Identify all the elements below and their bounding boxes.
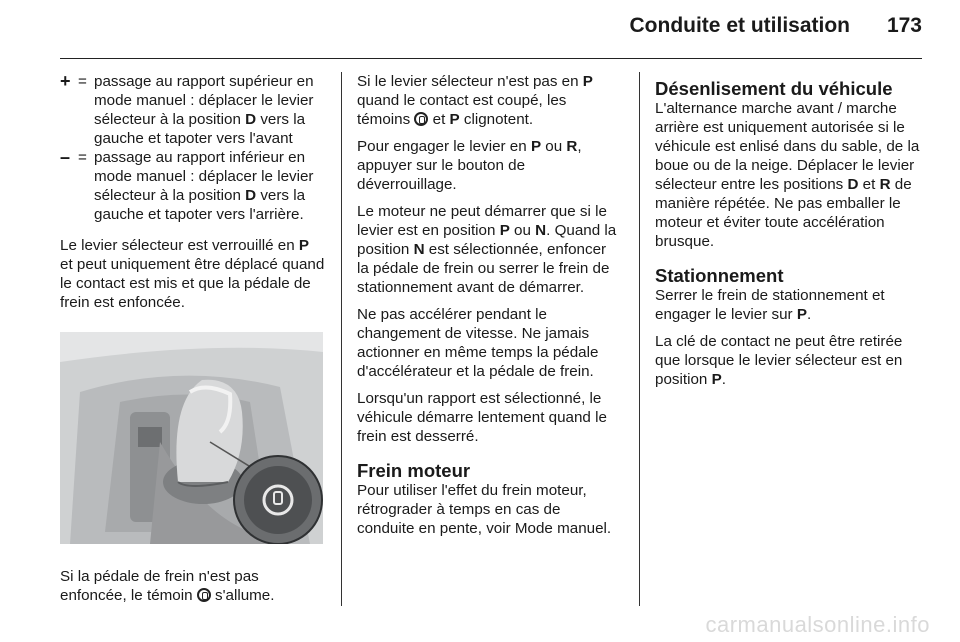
selector-lock-paragraph: Le levier sélecteur est verrouillé en P et peut uniquement être déplacé quand le contact est mis et que la pédale de frein est enfoncée. <box>60 237 325 311</box>
parking-heading: Stationnement <box>655 265 784 286</box>
page-number: 173 <box>886 14 922 37</box>
column-3 <box>655 72 922 397</box>
ignition-off-paragraph: Si le levier sélecteur n'est pas en P quand le contact est coupé, les témoins et P clignotent. <box>357 73 593 128</box>
brake-warning-icon <box>414 112 428 126</box>
engine-brake-heading: Frein moteur <box>357 460 471 481</box>
column-divider-1 <box>341 72 342 606</box>
watermark: carmanualsonline.info <box>705 612 930 637</box>
key-removal-paragraph: La clé de contact ne peut être retirée que lorsque le levier sélecteur est en position P. <box>655 333 903 388</box>
minus-symbol: – <box>60 147 71 167</box>
rocking-heading: Désenlisement du véhicule <box>655 78 893 99</box>
column-divider-2 <box>639 72 640 606</box>
engine-start-paragraph: Le moteur ne peut démarrer que si le levier est en position P ou N. Quand la position N est sélectionnée, enfoncer la pédale de frein ou serrer le frein de stationnement avant de démarrer. <box>357 203 617 296</box>
gear-selector-illustration <box>60 332 323 544</box>
brake-warning-paragraph: Si la pédale de frein n'est pas enfoncée, le témoin s'allume. <box>60 568 275 604</box>
header-rule <box>60 58 922 59</box>
column-1 <box>60 72 325 613</box>
equals-sign: = <box>78 73 87 90</box>
upshift-definition <box>60 72 325 148</box>
engine-brake-paragraph: Pour utiliser l'effet du frein moteur, rétrograder à temps en cas de conduite en pente, voir Mode manuel. <box>357 482 612 537</box>
engage-lever-paragraph: Pour engager le levier en P ou R, appuyer sur le bouton de déverrouillage. <box>357 138 582 193</box>
column-2 <box>357 72 622 546</box>
no-accelerate-paragraph: Ne pas accélérer pendant le changement de vitesse. Ne jamais actionner en même temps la pédale d'accélérateur et la pédale de frein. <box>357 306 599 380</box>
downshift-definition <box>60 148 325 224</box>
creep-paragraph: Lorsqu'un rapport est sélectionné, le véhicule démarre lentement quand le frein est desserré. <box>357 390 607 445</box>
downshift-text: passage au rapport inférieur en mode manuel : déplacer le levier sélecteur à la position D vers la gauche et tapoter vers l'arrière. <box>94 149 314 223</box>
plus-symbol: + <box>60 71 71 91</box>
page-header-title: Conduite et utilisation <box>629 14 850 37</box>
parking-paragraph: Serrer le frein de stationnement et engager le levier sur P. <box>655 287 885 323</box>
brake-warning-icon <box>197 588 211 602</box>
rocking-paragraph: L'alternance marche avant / marche arrière est uniquement autorisée si le véhicule est enlisé dans du sable, de la boue ou de la neige. Déplacer le levier sélecteur entre les positions D et R de manière répétée. Ne pas emballer le moteur et éviter toute accélération brusque. <box>655 100 920 250</box>
equals-sign: = <box>78 149 87 166</box>
upshift-text: passage au rapport supérieur en mode manuel : déplacer le levier sélecteur à la position D vers la gauche et tapoter vers l'avant <box>94 73 314 147</box>
